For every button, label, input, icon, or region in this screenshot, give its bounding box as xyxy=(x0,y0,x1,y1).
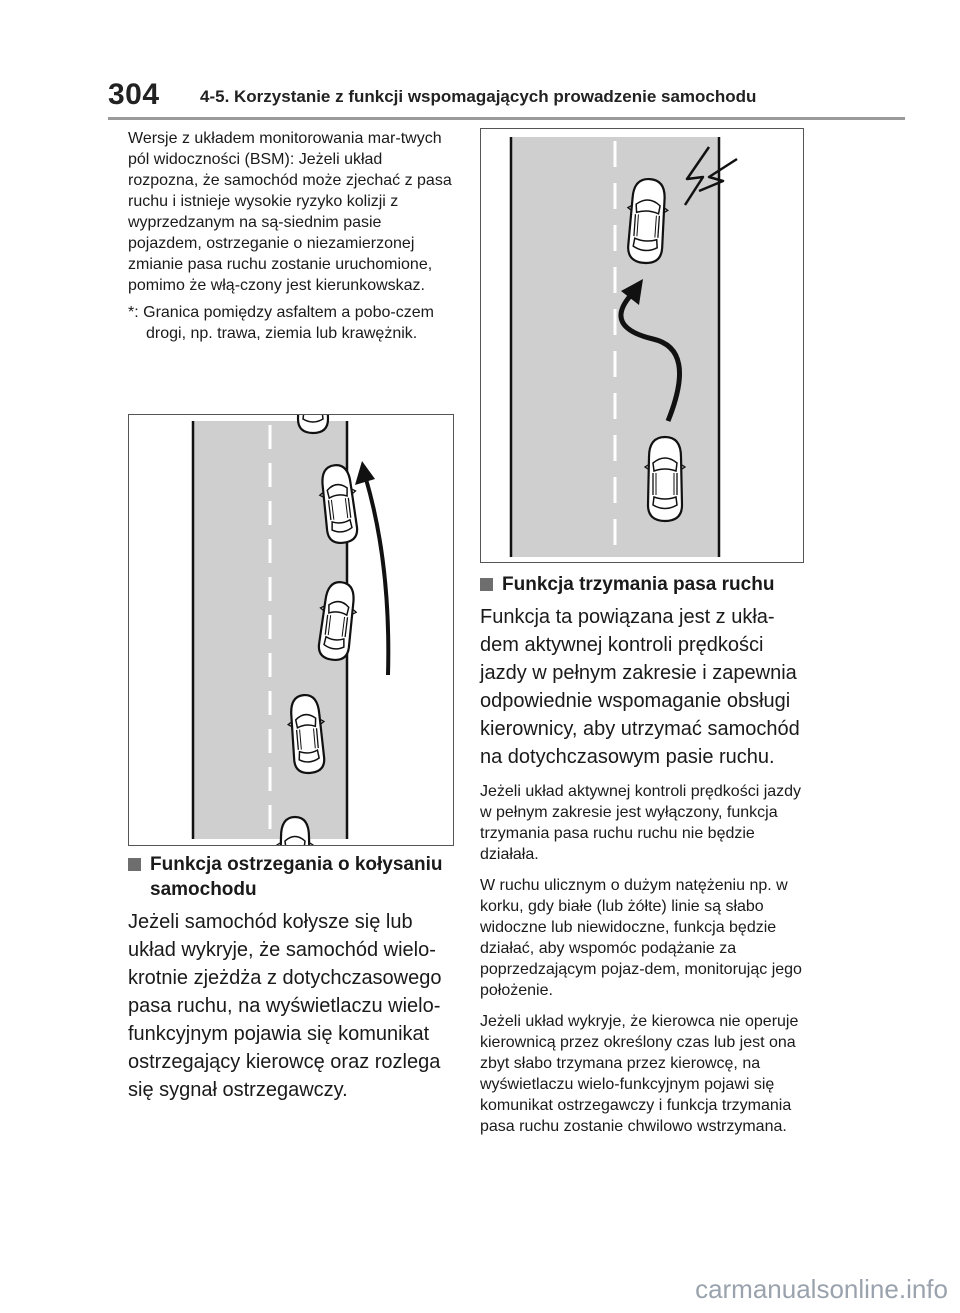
sway-warning-diagram xyxy=(128,414,454,846)
sway-heading-line1: Funkcja ostrzegania o kołysaniu xyxy=(150,854,443,875)
bsm-intro-paragraph: Wersje z układem monitorowania mar-twych pól widoczności (BSM): Jeżeli układ rozpozna, że samochód może zjechać z pasa ruchu i istnieje wysokie ryzyko kolizji z wyprzedzanym na są-siednim pasie pojazdem, ostrzeganie o niezamierzonej zmianie pasa ruchu zostanie uruchomione, pomimo że włą-czony jest kierunkowskaz. xyxy=(128,130,452,294)
lane-departure-diagram xyxy=(480,128,804,563)
watermark: carmanualsonline.info xyxy=(695,1274,948,1304)
section-title: 4-5. Korzystanie z funkcji wspomagających prowadzenie samochodu xyxy=(200,87,757,106)
footnote: *: Granica pomiędzy asfaltem a pobo-czem drogi, np. trawa, ziemia lub krawężnik. xyxy=(128,304,434,342)
lane-keep-note-2: W ruchu ulicznym o dużym natężeniu np. w korku, gdy białe (lub żółte) linie są słabo widoczne lub niewidoczne, funkcja będzie działać, aby wspomóc podążanie za poprzedzającym pojaz-dem, monitorując jego położenie. xyxy=(480,877,802,999)
heading-square-icon xyxy=(480,578,493,591)
arrow-head xyxy=(355,461,375,485)
lane-keep-note-1: Jeżeli układ aktywnej kontroli prędkości jazdy w pełnym zakresie jest wyłączony, funkcja trzymania pasa ruchu ruchu nie będzie działała. xyxy=(480,783,802,863)
sway-heading-line2: samochodu xyxy=(150,879,257,900)
page-header xyxy=(108,78,908,118)
direction-arrow xyxy=(366,479,388,675)
lane-keep-heading xyxy=(480,572,805,597)
lane-keep-note-3: Jeżeli układ wykryje, że kierowca nie operuje kierownicą przez określony czas lub jest ona zbyt słabo trzymana przez kierowcę, na wyświetlaczu wielo-funkcyjnym pojawi się komunikat ostrzegawczy i funkcja trzymania pasa ruchu zostanie chwilowo wstrzymana. xyxy=(480,1013,799,1135)
left-column xyxy=(128,128,453,344)
sway-body: Jeżeli samochód kołysze się lub układ wykryje, że samochód wielo-krotnie zjeżdża z dotychczasowego pasa ruchu, na wyświetlaczu wielo-funkcyjnym pojawia się komunikat ostrzegający kierowcę oraz rozlega się sygnał ostrzegawczy. xyxy=(128,911,442,1101)
right-column xyxy=(480,572,805,1137)
lane-keep-heading-text: Funkcja trzymania pasa ruchu xyxy=(502,574,775,595)
heading-square-icon xyxy=(128,858,141,871)
lane-keep-body: Funkcja ta powiązana jest z ukła-dem aktywnej kontroli prędkości jazdy w pełnym zakresie i zapewnia odpowiednie wspomaganie obsługi kierownicy, aby utrzymać samochód na dotychczasowym pasie ruchu. xyxy=(480,606,800,768)
sway-heading xyxy=(128,852,453,902)
header-divider xyxy=(108,117,905,120)
car-icon xyxy=(645,437,685,521)
page-number: 304 xyxy=(108,78,160,111)
sway-section xyxy=(128,852,453,1104)
